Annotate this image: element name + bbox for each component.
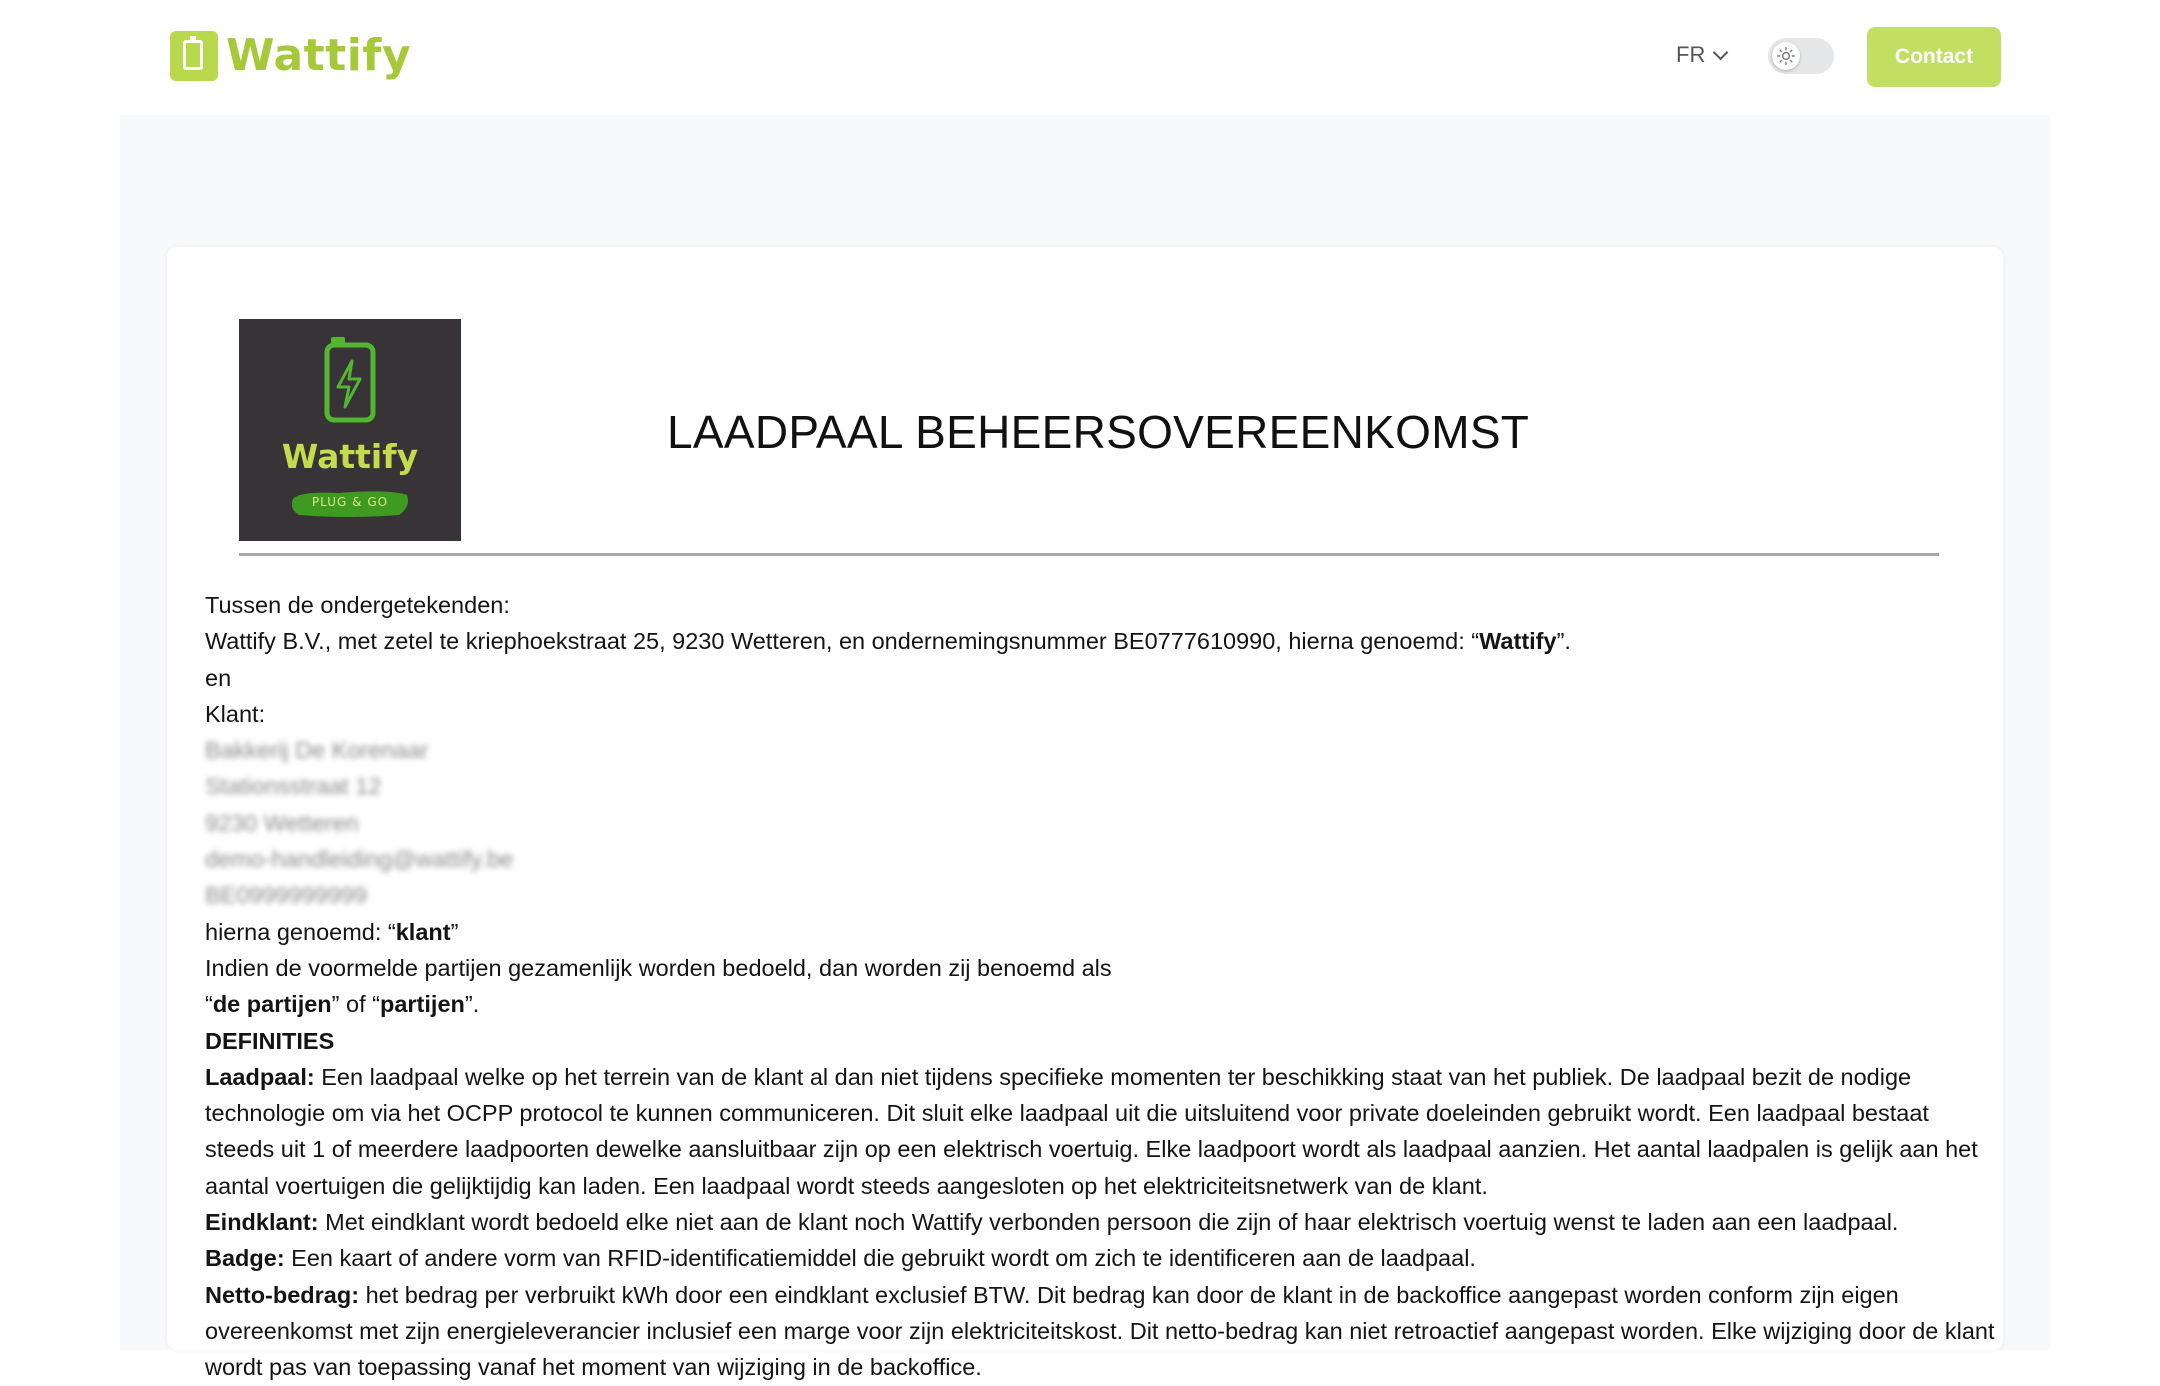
client-city: 9230 Wetteren: [205, 809, 359, 836]
agreement-document: [167, 247, 2003, 1381]
sun-icon: [1776, 46, 1796, 66]
document-logo-tagline: PLUG & GO: [311, 495, 389, 509]
battery-icon: [170, 31, 218, 81]
client-label: Klant:: [205, 700, 266, 727]
document-logo: [239, 319, 461, 541]
client-street: Stationsstraat 12: [205, 773, 382, 800]
client-email: demo-handleiding@wattify.be: [205, 846, 514, 873]
wattify-logo[interactable]: [170, 30, 411, 81]
chevron-down-icon: [1713, 44, 1729, 60]
client-name: Bakkerij De Korenaar: [205, 737, 429, 764]
contact-button[interactable]: Contact: [1867, 27, 2001, 87]
document-body: [205, 587, 1995, 1386]
language-selector[interactable]: [1676, 42, 1726, 68]
client-named-line: hierna genoemd: “klant”: [205, 918, 459, 945]
parties-line: Indien de voormelde partijen gezamenlijk worden bedoeld, dan worden zij benoemd als: [205, 954, 1112, 981]
language-label: FR: [1676, 42, 1706, 67]
title-divider: [239, 553, 1939, 556]
definition-eindklant: Eindklant: Met eindklant wordt bedoeld elke niet aan de klant noch Wattify verbonden persoon die zijn of haar elektrisch voertuig wenst te laden aan een laadpaal.: [205, 1209, 1899, 1236]
toggle-knob: [1772, 42, 1800, 70]
definition-laadpaal: Laadpaal: Een laadpaal welke op het terrein van de klant al dan niet tijdens specifieke momenten ter beschikking staat van het publiek. De laadpaal bezit de nodige technologie om via het OCPP protocol te kunnen communiceren. Dit sluit elke laadpaal uit die uitsluitend voor private doeleinden gebruikt wordt. Een laadpaal bestaat steeds uit 1 of meerdere laadpoorten dewelke aansluitbaar zijn op een elektrisch voertuig. Elke laadpoort wordt als laadpaal aanzien. Het aantal laadpalen is gelijk aan het aantal voertuigen die gelijktijdig kan laden. Een laadpaal wordt steeds aangesloten op het elektriciteitsnetwerk van de klant.: [205, 1063, 1978, 1199]
and-line: en: [205, 664, 232, 691]
client-vat: BE0999999999: [205, 882, 368, 909]
document-title: LAADPAAL BEHEERSOVEREENKOMST: [667, 406, 1530, 458]
definition-netto-bedrag: Netto-bedrag: het bedrag per verbruikt kWh door een eindklant exclusief BTW. Dit bedrag kan door de klant in de backoffice aangepast worden conform zijn eigen overeenkomst met zijn energieleverancier inclusief een marge voor zijn elektriciteitskost. Dit netto-bedrag kan niet retroactief aangepast worden. Elke wijziging door de klant wordt pas van toepassing vanaf het moment van wijziging in de backoffice.: [205, 1281, 1995, 1381]
definition-badge: Badge: Een kaart of andere vorm van RFID-identificatiemiddel die gebruikt wordt om zich te identificeren aan de laadpaal.: [205, 1245, 1476, 1272]
definitions-heading: DEFINITIES: [205, 1027, 335, 1054]
top-navbar: [0, 0, 2160, 112]
party1-line: Wattify B.V., met zetel te kriephoekstraat 25, 9230 Wetteren, en ondernemingsnummer BE0777610990, hierna genoemd: “Wattify”.: [205, 628, 1571, 655]
parties-terms-line: “de partijen” of “partijen”.: [205, 991, 480, 1018]
theme-toggle[interactable]: [1768, 38, 1834, 74]
logo-text: Wattify: [226, 30, 412, 81]
between-line: Tussen de ondergetekenden:: [205, 592, 510, 618]
document-logo-brand: Wattify: [281, 437, 419, 476]
